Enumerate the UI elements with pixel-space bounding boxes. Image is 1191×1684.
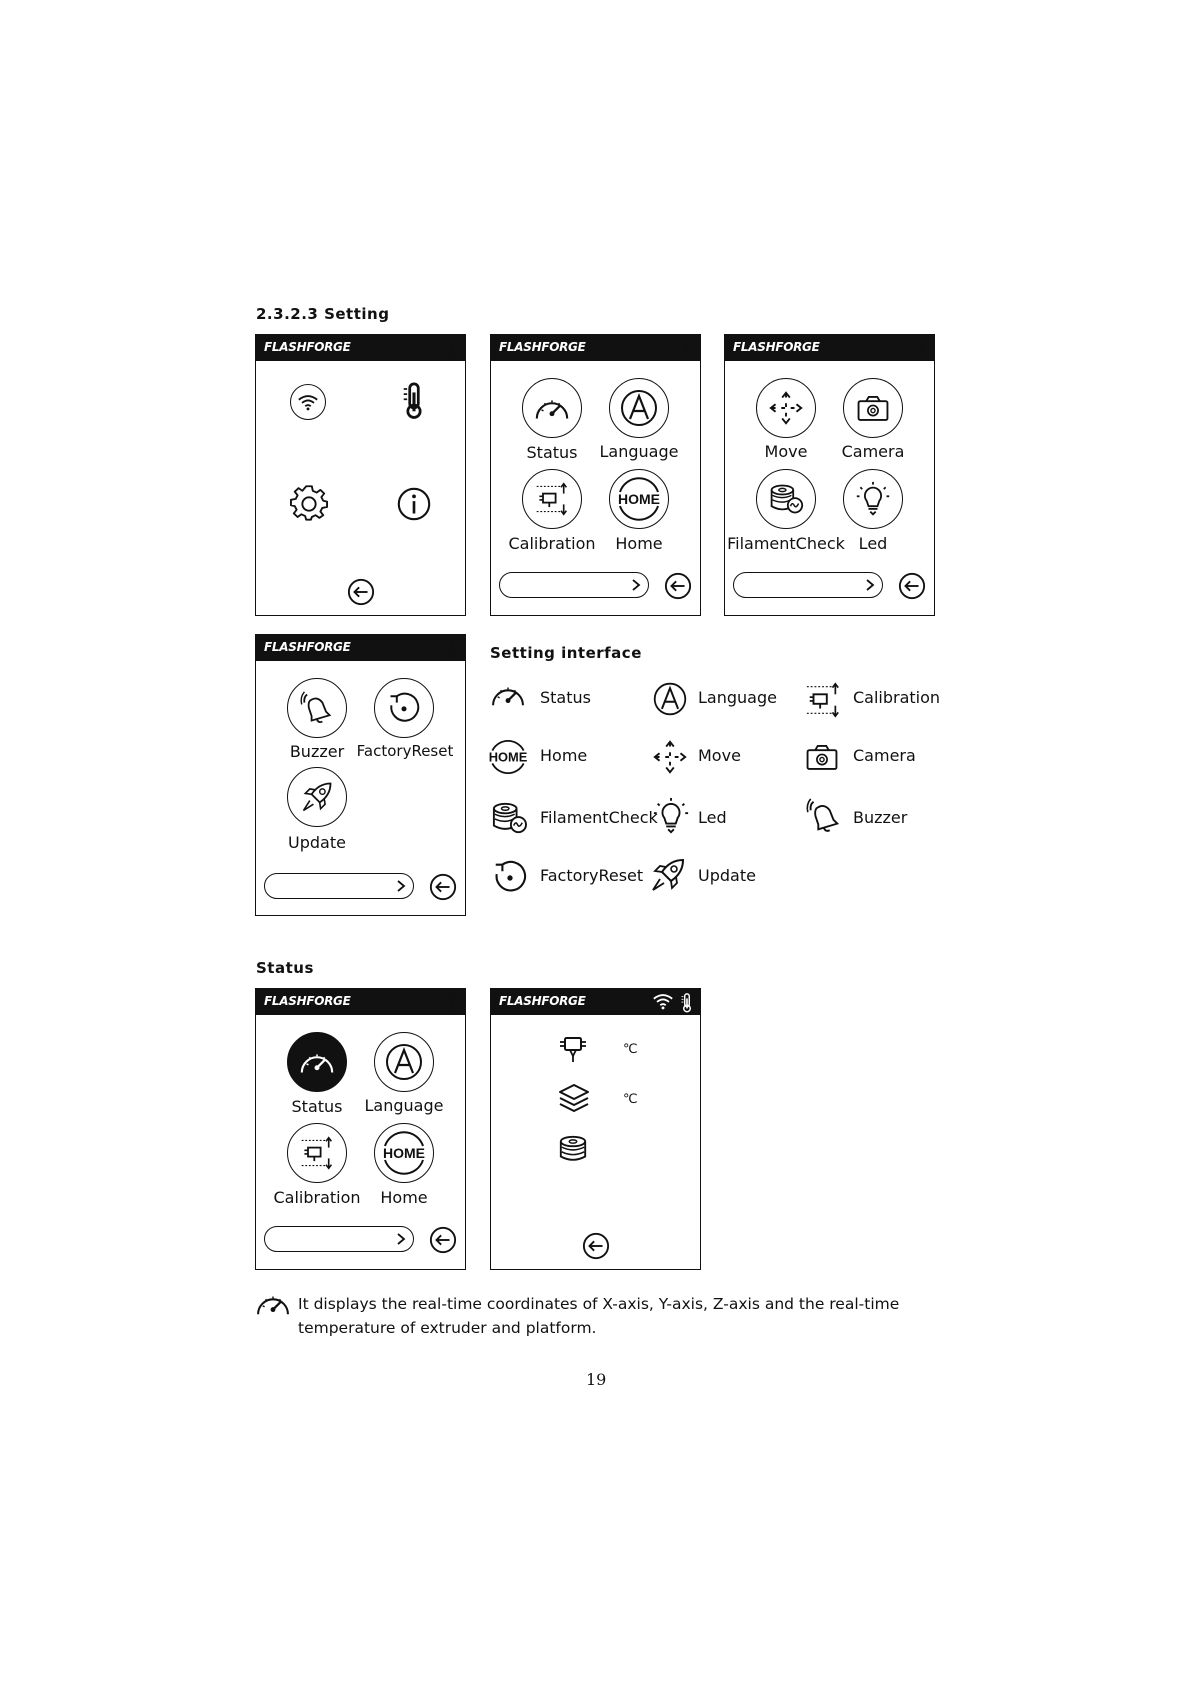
brand-logo: FLASHFORGE bbox=[264, 640, 351, 654]
legend-status: Status bbox=[540, 688, 591, 707]
top-bar bbox=[256, 635, 465, 661]
calibration-icon bbox=[534, 481, 570, 517]
section-title: 2.3.2.3 Setting bbox=[256, 305, 390, 323]
chevron-right-icon bbox=[395, 879, 407, 893]
legend-move: Move bbox=[698, 746, 741, 765]
status-button-selected[interactable] bbox=[287, 1032, 347, 1092]
extruder-nozzle-icon bbox=[557, 1034, 589, 1066]
update-label: Update bbox=[288, 833, 346, 852]
screen-setting-page2 bbox=[724, 334, 935, 616]
status-section-title: Status bbox=[256, 959, 314, 977]
brand-logo: FLASHFORGE bbox=[264, 340, 351, 354]
screen-setting-page3 bbox=[255, 634, 466, 916]
camera-label: Camera bbox=[841, 442, 905, 461]
calibration-icon bbox=[804, 681, 842, 719]
brand-logo: FLASHFORGE bbox=[499, 340, 586, 354]
screen-status-menu bbox=[255, 988, 466, 1270]
screen-setting-page1 bbox=[490, 334, 701, 616]
filament-check-button[interactable] bbox=[756, 469, 816, 529]
camera-button[interactable] bbox=[843, 378, 903, 438]
legend-calibration: Calibration bbox=[853, 688, 941, 707]
home-button[interactable] bbox=[374, 1123, 434, 1183]
led-label: Led bbox=[858, 534, 888, 553]
top-bar bbox=[256, 989, 465, 1015]
screen-status-detail bbox=[490, 988, 701, 1270]
home-icon bbox=[379, 1131, 429, 1175]
temperature-icon[interactable] bbox=[402, 382, 426, 420]
move-label: Move bbox=[764, 442, 808, 461]
wifi-button[interactable] bbox=[290, 384, 326, 420]
factory-reset-label: FactoryReset bbox=[356, 742, 454, 760]
top-bar bbox=[491, 989, 700, 1015]
factory-reset-icon bbox=[386, 690, 422, 726]
top-bar bbox=[491, 335, 700, 361]
info-icon[interactable] bbox=[395, 485, 433, 523]
language-button[interactable] bbox=[609, 378, 669, 438]
home-button[interactable] bbox=[609, 469, 669, 529]
move-button[interactable] bbox=[756, 378, 816, 438]
home-icon bbox=[614, 477, 664, 521]
platform-layers-icon bbox=[557, 1082, 591, 1114]
wifi-icon bbox=[652, 993, 674, 1010]
page-slider[interactable] bbox=[264, 873, 414, 899]
update-rocket-icon bbox=[648, 855, 688, 895]
update-rocket-icon bbox=[299, 779, 335, 815]
factory-reset-icon bbox=[491, 858, 529, 896]
filament-check-icon bbox=[490, 801, 528, 835]
home-icon-text: HOME bbox=[488, 749, 528, 765]
chevron-right-icon bbox=[630, 578, 642, 592]
legend-camera: Camera bbox=[853, 746, 916, 765]
thermometer-icon bbox=[445, 639, 459, 659]
thermometer-icon bbox=[445, 339, 459, 359]
thermometer-icon bbox=[680, 339, 694, 359]
page-number: 19 bbox=[586, 1370, 607, 1389]
page-slider[interactable] bbox=[264, 1226, 414, 1252]
brand-logo: FLASHFORGE bbox=[733, 340, 820, 354]
chevron-right-icon bbox=[395, 1232, 407, 1246]
back-button[interactable] bbox=[347, 578, 375, 606]
home-icon bbox=[485, 736, 531, 778]
top-bar bbox=[725, 335, 934, 361]
calibration-button[interactable] bbox=[522, 469, 582, 529]
camera-icon bbox=[805, 742, 839, 772]
page-slider[interactable] bbox=[733, 572, 883, 598]
filament-check-label: FilamentCheck bbox=[727, 534, 845, 553]
legend-update: Update bbox=[698, 866, 756, 885]
move-icon bbox=[651, 738, 689, 776]
buzzer-icon bbox=[805, 797, 843, 835]
gauge-icon bbox=[298, 1047, 336, 1077]
camera-icon bbox=[856, 393, 890, 423]
filament-spool-icon bbox=[557, 1134, 589, 1164]
calibration-button[interactable] bbox=[287, 1123, 347, 1183]
language-label: Language bbox=[599, 442, 679, 461]
filament-check-icon bbox=[768, 482, 804, 516]
thermometer-icon bbox=[680, 993, 694, 1013]
language-icon bbox=[384, 1042, 424, 1082]
gauge-icon bbox=[533, 393, 571, 423]
status-description-line1: It displays the real-time coordinates of X-axis, Y-axis, Z-axis and the real-time bbox=[298, 1295, 900, 1313]
back-button[interactable] bbox=[898, 572, 926, 600]
legend-filament-check: FilamentCheck bbox=[540, 808, 658, 827]
status-label: Status bbox=[291, 1097, 343, 1116]
buzzer-icon bbox=[299, 690, 335, 726]
back-button[interactable] bbox=[429, 1226, 457, 1254]
status-label: Status bbox=[526, 443, 578, 462]
led-button[interactable] bbox=[843, 469, 903, 529]
home-icon-text: HOME bbox=[618, 491, 660, 507]
language-icon bbox=[652, 681, 688, 717]
language-button[interactable] bbox=[374, 1032, 434, 1092]
back-button[interactable] bbox=[664, 572, 692, 600]
led-icon bbox=[855, 481, 891, 517]
page-slider[interactable] bbox=[499, 572, 649, 598]
thermometer-icon bbox=[914, 339, 928, 359]
legend-factory-reset: FactoryReset bbox=[540, 866, 644, 885]
legend-led: Led bbox=[698, 808, 727, 827]
calibration-icon bbox=[299, 1135, 335, 1171]
gauge-icon bbox=[489, 681, 527, 709]
factory-reset-button[interactable] bbox=[374, 678, 434, 738]
calibration-label: Calibration bbox=[273, 1188, 361, 1207]
legend-buzzer: Buzzer bbox=[853, 808, 908, 827]
calibration-label: Calibration bbox=[508, 534, 596, 553]
language-label: Language bbox=[364, 1096, 444, 1115]
brand-logo: FLASHFORGE bbox=[264, 994, 351, 1008]
platform-temp-unit: ℃ bbox=[623, 1092, 638, 1107]
move-icon bbox=[767, 389, 805, 427]
buzzer-label: Buzzer bbox=[289, 742, 345, 761]
legend-language: Language bbox=[698, 688, 777, 707]
gauge-icon bbox=[254, 1290, 292, 1318]
thermometer-icon bbox=[445, 993, 459, 1013]
legend-home: Home bbox=[540, 746, 588, 765]
led-icon bbox=[652, 797, 690, 835]
top-bar bbox=[256, 335, 465, 361]
chevron-right-icon bbox=[864, 578, 876, 592]
home-icon-text: HOME bbox=[383, 1145, 425, 1161]
update-button[interactable] bbox=[287, 767, 347, 827]
back-button[interactable] bbox=[582, 1232, 610, 1260]
buzzer-button[interactable] bbox=[287, 678, 347, 738]
brand-logo: FLASHFORGE bbox=[499, 994, 586, 1008]
status-button[interactable] bbox=[522, 378, 582, 438]
settings-gear-icon[interactable] bbox=[290, 485, 328, 523]
wifi-icon bbox=[297, 394, 319, 411]
home-label: Home bbox=[615, 534, 663, 553]
status-description-line2: temperature of extruder and platform. bbox=[298, 1319, 597, 1337]
back-button[interactable] bbox=[429, 873, 457, 901]
screen-setting-main bbox=[255, 334, 466, 616]
language-icon bbox=[619, 388, 659, 428]
extruder-temp-unit: ℃ bbox=[623, 1042, 638, 1057]
legend-title: Setting interface bbox=[490, 644, 642, 662]
home-label: Home bbox=[380, 1188, 428, 1207]
